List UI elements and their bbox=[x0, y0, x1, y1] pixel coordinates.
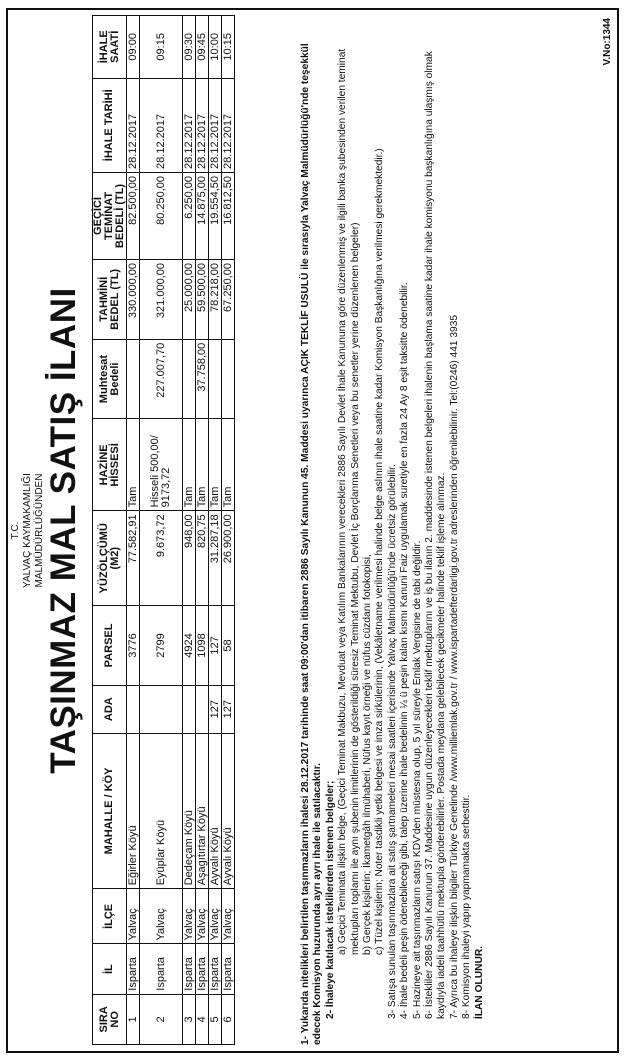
cell-hisse: Tam bbox=[183, 419, 196, 511]
col-header-saat: İHALE SAATİ bbox=[93, 16, 127, 79]
cell-il: Isparta bbox=[222, 944, 235, 994]
table-row bbox=[196, 16, 209, 1045]
cell-ilce: Yalvaç bbox=[127, 889, 140, 944]
cell-il: Isparta bbox=[140, 944, 183, 994]
cell-muhtesat bbox=[127, 339, 140, 419]
cell-sira: 3 bbox=[183, 994, 196, 1044]
cell-hisse: Tam bbox=[209, 419, 222, 511]
cell-muhtesat: 227.007,70 bbox=[140, 339, 183, 419]
cell-ada bbox=[127, 685, 140, 733]
header-kaymakamlik: YALVAÇ KAYMAKAMLIĞI bbox=[22, 473, 33, 588]
cell-gecici: 80.250,00 bbox=[140, 172, 183, 259]
cell-tahmini: 59.500,00 bbox=[196, 260, 209, 340]
cell-hisse: Tam bbox=[196, 419, 209, 511]
cell-hisse: Tam bbox=[222, 419, 235, 511]
table-row bbox=[222, 16, 235, 1045]
cell-saat: 10:00 bbox=[209, 16, 222, 79]
cell-yuzolcumu: 9.673,72 bbox=[140, 511, 183, 606]
cell-tahmini: 321.000,00 bbox=[140, 260, 183, 340]
page-title: TAŞINMAZ MAL SATIŞ İLANI bbox=[44, 287, 83, 774]
cell-yuzolcumu: 26.900,00 bbox=[222, 511, 235, 606]
cell-muhtesat bbox=[222, 339, 235, 419]
cell-parsel: 58 bbox=[222, 606, 235, 686]
cell-yuzolcumu: 820,75 bbox=[196, 511, 209, 606]
cell-mahalle: Aşagıtırtar Köyü bbox=[196, 733, 209, 889]
col-header-il: İL bbox=[93, 944, 127, 994]
note-8: 8- Komisyon ihaleyi yapıp yapmamakta serbesttir. bbox=[461, 794, 473, 1019]
cell-saat: 09:30 bbox=[183, 16, 196, 79]
col-header-hisse: HAZİNE HİSSESİ bbox=[93, 419, 127, 511]
cell-saat: 10:15 bbox=[222, 16, 235, 79]
header-malmudurluk: MALMÜDÜRLÜĞÜNDEN bbox=[34, 473, 45, 588]
cell-ilce: Yalvaç bbox=[209, 889, 222, 944]
cell-parsel: 2799 bbox=[140, 606, 183, 686]
col-header-tarih: İHALE TARİHİ bbox=[93, 78, 127, 172]
announcement-number: V.No:1344 bbox=[602, 18, 613, 66]
cell-il: Isparta bbox=[183, 944, 196, 994]
cell-muhtesat: 37.758,00 bbox=[196, 339, 209, 419]
table-row bbox=[209, 16, 222, 1045]
note-6: 6- İstekliler 2886 Sayılı Kanunun 37. Maddesine uygun düzenleyecekleri teklif mektuplarını ve iş bu ilanın 2. maddesinde istenen belgeleri ihalenin başlama saatine kadar ihale komisyonu başkanlığına ulaşmış olmak kaydıyla iadeli taahhütlü mektupla gönderebilirler. Postada meydana gelebilecek gecikmeler halinde teklif işleme alınmaz. bbox=[424, 51, 448, 1019]
note-7: 7- Ayrıca bu ihaleye ilişkin bilgiler Türkiye Genelinde /www.milliemlak.gov.tr / www.ispartadefterdarligi.gov.tr adreslerinden öğrenilebilinir. Tel:(0246) 441 3935 bbox=[448, 314, 460, 1019]
cell-sira: 5 bbox=[209, 994, 222, 1044]
cell-mahalle: Eyüplar Köyü bbox=[140, 733, 183, 889]
col-header-sira: SIRA NO bbox=[93, 994, 127, 1044]
cell-yuzolcumu: 948,00 bbox=[183, 511, 196, 606]
cell-gecici: 6.250,00 bbox=[183, 172, 196, 259]
cell-parsel: 4924 bbox=[183, 606, 196, 686]
cell-gecici: 16.812,50 bbox=[222, 172, 235, 259]
cell-parsel: 1098 bbox=[196, 606, 209, 686]
cell-mahalle: Ayvalı Köyü bbox=[222, 733, 235, 889]
cell-muhtesat bbox=[209, 339, 222, 419]
note-5: 5- Hazineye ait taşınmazların satışı KDV'den müstesna olup, 5 yıl süreyle Emlak Vergisine de tabi değildir. bbox=[411, 540, 423, 1019]
note-2a: a) Geçici Teminata ilişkin belge, (Geçici Teminat Makbuzu, Mevduat veya Katılım Bankalarının verecekleri 2886 Sayılı Devlet İhale Kanununa göre düzenlenmiş ve ilgili banka şubesinden verilen teminat mektupları toplamı ile aynı şubenin limitlerinin de gösterildiği süresiz Teminat Mektubu, Devlet İç Borçlanma Senetleri veya bu senetler yerine düzenlenen belgeler) bbox=[337, 48, 361, 955]
col-header-mahalle: MAHALLE / KÖY bbox=[93, 733, 127, 889]
cell-tahmini: 25.000,00 bbox=[183, 260, 196, 340]
property-table bbox=[92, 15, 235, 1045]
note-4: 4- İhale bedeli peşin ödenebileceği gibi, talep üzerine ihale bedelinin ¼ ü peşin kalan kısmı Kanuni Faiz uygulamak suretiyle en fazla 24 Ay 8 eşit taksitte ödenebilir. bbox=[399, 282, 411, 1019]
cell-ada: 127 bbox=[222, 685, 235, 733]
cell-parsel: 3776 bbox=[127, 606, 140, 686]
cell-sira: 2 bbox=[140, 994, 183, 1044]
note-3: 3- Satışa sunulan taşınmazlara ait satış şartnameleri mesai saatleri içerisinde Yalvaç Malmüdürlüğü'nde ücretsiz görülebilir. bbox=[386, 464, 398, 1019]
cell-saat: 09:15 bbox=[140, 16, 183, 79]
cell-ada bbox=[196, 685, 209, 733]
ilan-olunur: İLAN OLUNUR. bbox=[473, 945, 485, 1019]
col-header-tahmini: TAHMİNİ BEDEL (TL) bbox=[93, 260, 127, 340]
cell-muhtesat bbox=[183, 339, 196, 419]
table-row bbox=[127, 16, 140, 1045]
table-row bbox=[140, 16, 183, 1045]
col-header-muhtesat: Muhtesat Bedeli bbox=[93, 339, 127, 419]
cell-yuzolcumu: 31.287,18 bbox=[209, 511, 222, 606]
cell-tarih: 28.12.2017 bbox=[183, 78, 196, 172]
cell-hisse: Tam bbox=[127, 419, 140, 511]
cell-gecici: 14.875,00 bbox=[196, 172, 209, 259]
col-header-ilce: İLÇE bbox=[93, 889, 127, 944]
cell-sira: 4 bbox=[196, 994, 209, 1044]
cell-sira: 1 bbox=[127, 994, 140, 1044]
note-1: 1- Yukarıda nitelikleri belirtilen taşınmazların ihalesi 28.12.2017 tarihinde saat 09:00'dan itibaren 2886 Sayılı Kanunun 45. Maddesi uyarınca AÇIK TEKLİF USULÜ ile sırasıyla Yalvaç Malmüdürlüğü'nde teşekkül edecek Komisyon huzurunda ayrı ayrı ihale ile satılacaktır. bbox=[300, 43, 324, 1045]
cell-ilce: Yalvaç bbox=[196, 889, 209, 944]
cell-mahalle: Ayvalı Köyü bbox=[209, 733, 222, 889]
cell-ada bbox=[183, 685, 196, 733]
cell-tahmini: 78.218,00 bbox=[209, 260, 222, 340]
cell-tarih: 28.12.2017 bbox=[140, 78, 183, 172]
cell-tarih: 28.12.2017 bbox=[127, 78, 140, 172]
note-2: 2- İhaleye katılacak isteklilerden istenen belgeler; bbox=[324, 780, 336, 1019]
cell-mahalle: Eğirler Köyü bbox=[127, 733, 140, 889]
cell-gecici: 19.554,50 bbox=[209, 172, 222, 259]
cell-il: Isparta bbox=[209, 944, 222, 994]
cell-gecici: 82.500,00 bbox=[127, 172, 140, 259]
header-tc: T.C. bbox=[10, 521, 21, 540]
cell-sira: 6 bbox=[222, 994, 235, 1044]
cell-ilce: Yalvaç bbox=[183, 889, 196, 944]
cell-ada bbox=[140, 685, 183, 733]
cell-tarih: 28.12.2017 bbox=[209, 78, 222, 172]
table-header-row bbox=[93, 16, 127, 1045]
announcement-notes bbox=[300, 15, 486, 1045]
cell-tarih: 28.12.2017 bbox=[196, 78, 209, 172]
cell-ada: 127 bbox=[209, 685, 222, 733]
col-header-gecici: GEÇİCİ TEMİNAT BEDELİ (TL) bbox=[93, 172, 127, 259]
cell-mahalle: Dedeçam Köyü bbox=[183, 733, 196, 889]
note-2c: c) Tüzel kişilerin; Noter tasdikli yetki belgesi ve imza sirkülerinin, (Vekâletname verilmesi halinde belge aslının ihale saatine kadar Komisyon Başkanlığına verilmesi gerekmektedir.) bbox=[374, 148, 386, 955]
table-row bbox=[183, 16, 196, 1045]
cell-tarih: 28.12.2017 bbox=[222, 78, 235, 172]
cell-saat: 09:45 bbox=[196, 16, 209, 79]
cell-hisse: Hisseli 500,00/ 9173,72 bbox=[140, 419, 183, 511]
col-header-yuzolcumu: YÜZÖLÇÜMÜ (M2) bbox=[93, 511, 127, 606]
cell-ilce: Yalvaç bbox=[222, 889, 235, 944]
cell-ilce: Yalvaç bbox=[140, 889, 183, 944]
cell-parsel: 127 bbox=[209, 606, 222, 686]
note-2b: b) Gerçek kişilerin; İkametgâh ilmühaberi, Nüfus kayıt örneği ve nüfus cüzdanı fotokopisi, bbox=[362, 554, 374, 955]
col-header-ada: ADA bbox=[93, 685, 127, 733]
cell-saat: 09:00 bbox=[127, 16, 140, 79]
cell-il: Isparta bbox=[196, 944, 209, 994]
cell-yuzolcumu: 77.582,91 bbox=[127, 511, 140, 606]
cell-tahmini: 330.000,00 bbox=[127, 260, 140, 340]
cell-tahmini: 67.250,00 bbox=[222, 260, 235, 340]
col-header-parsel: PARSEL bbox=[93, 606, 127, 686]
cell-il: Isparta bbox=[127, 944, 140, 994]
